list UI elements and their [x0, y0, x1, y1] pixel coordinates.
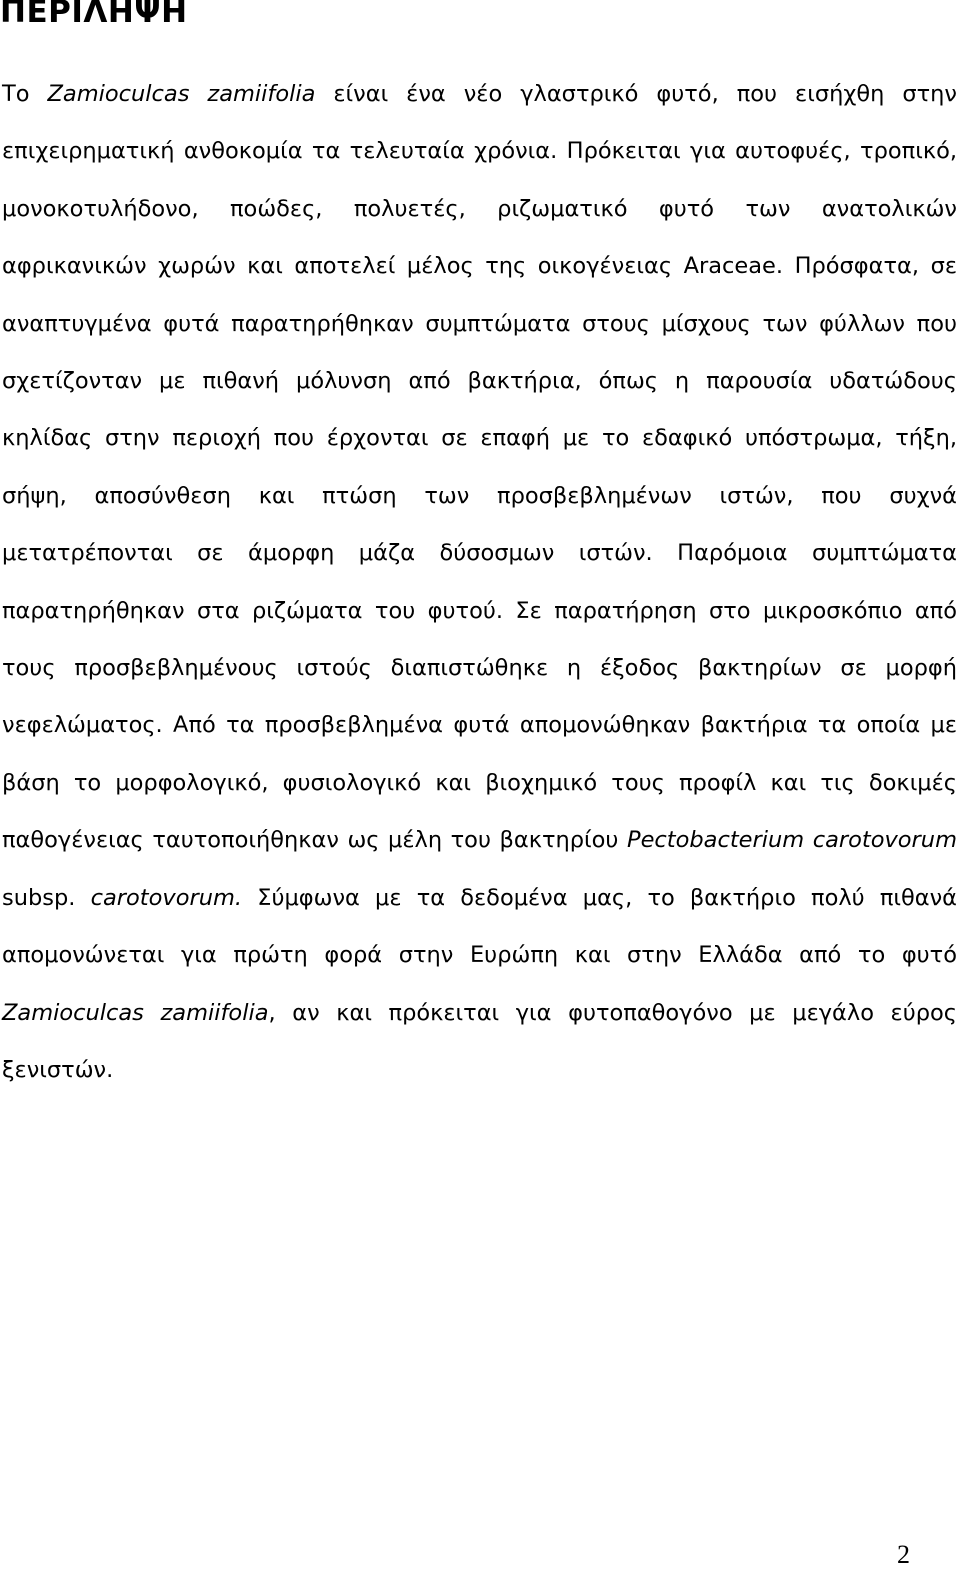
- species-name: Zamioculcas zamiifolia: [2, 999, 269, 1026]
- abstract-text-2: είναι ένα νέο γλαστρικό φυτό, που εισήχθη στην επιχειρηματική ανθοκομία τα τελευταία χρόνια. Πρόκειται για αυτοφυές, τροπικό, μονοκοτυλήδονο, ποώδες, πολυετές, ριζωματικό φυτό των ανατολικών αφρικανικών χωρών και αποτελεί μέλος της οικογένειας Araceae. Πρόσφατα, σε αναπτυγμένα φυτά παρατηρήθηκαν συμπτώματα στους μίσχους των φύλλων που σχετίζονταν με πιθανή μόλυνση από βακτήρια, όπως η παρουσία υδατώδους κηλίδας στην περιοχή που έρχονται σε επαφή με το εδαφικό υπόστρωμα, τήξη, σήψη, αποσύνθεση και πτώση των προσβεβλημένων ιστών, που συχνά μετατρέπονται σε άμορφη μάζα δύσοσμων ιστών. Παρόμοια συμπτώματα παρατηρήθηκαν στα ριζώματα του φυτού. Σε παρατήρηση στο μικροσκόπιο από τους προσβεβλημένους ιστούς διαπιστώθηκε η έξοδος βακτηρίων σε μορφή νεφελώματος. Από τα προσβεβλημένα φυτά απομονώθηκαν βακτήρια τα οποία με βάση το μορφολογικό, φυσιολογικό και βιοχημικό τους προφίλ και τις δοκιμές παθογένειας ταυτοποιήθηκαν ως μέλη του βακτηρίου: [2, 81, 957, 854]
- bacterium-name: Pectobacterium carotovorum: [627, 827, 957, 854]
- abstract-text-4: Σύμφωνα με τα δεδομένα μας, το βακτήριο πολύ πιθανά απομονώνεται για πρώτη φορά στην Ευρώπη και στην Ελλάδα από το φυτό: [2, 884, 958, 969]
- bacterium-subspecies: carotovorum.: [90, 884, 243, 911]
- abstract-text-5: , αν και πρόκειται για φυτοπαθογόνο με μεγάλο εύρος ξενιστών.: [2, 999, 957, 1083]
- abstract-text-3: subsp.: [2, 884, 91, 911]
- abstract-text-1: Το: [2, 81, 48, 107]
- page-title: ΠΕΡΙΛΗΨΗ: [0, 0, 188, 30]
- species-name: Zamioculcas zamiifolia: [47, 81, 316, 107]
- page-number: 2: [897, 1540, 910, 1569]
- abstract-paragraph: [2, 66, 957, 1099]
